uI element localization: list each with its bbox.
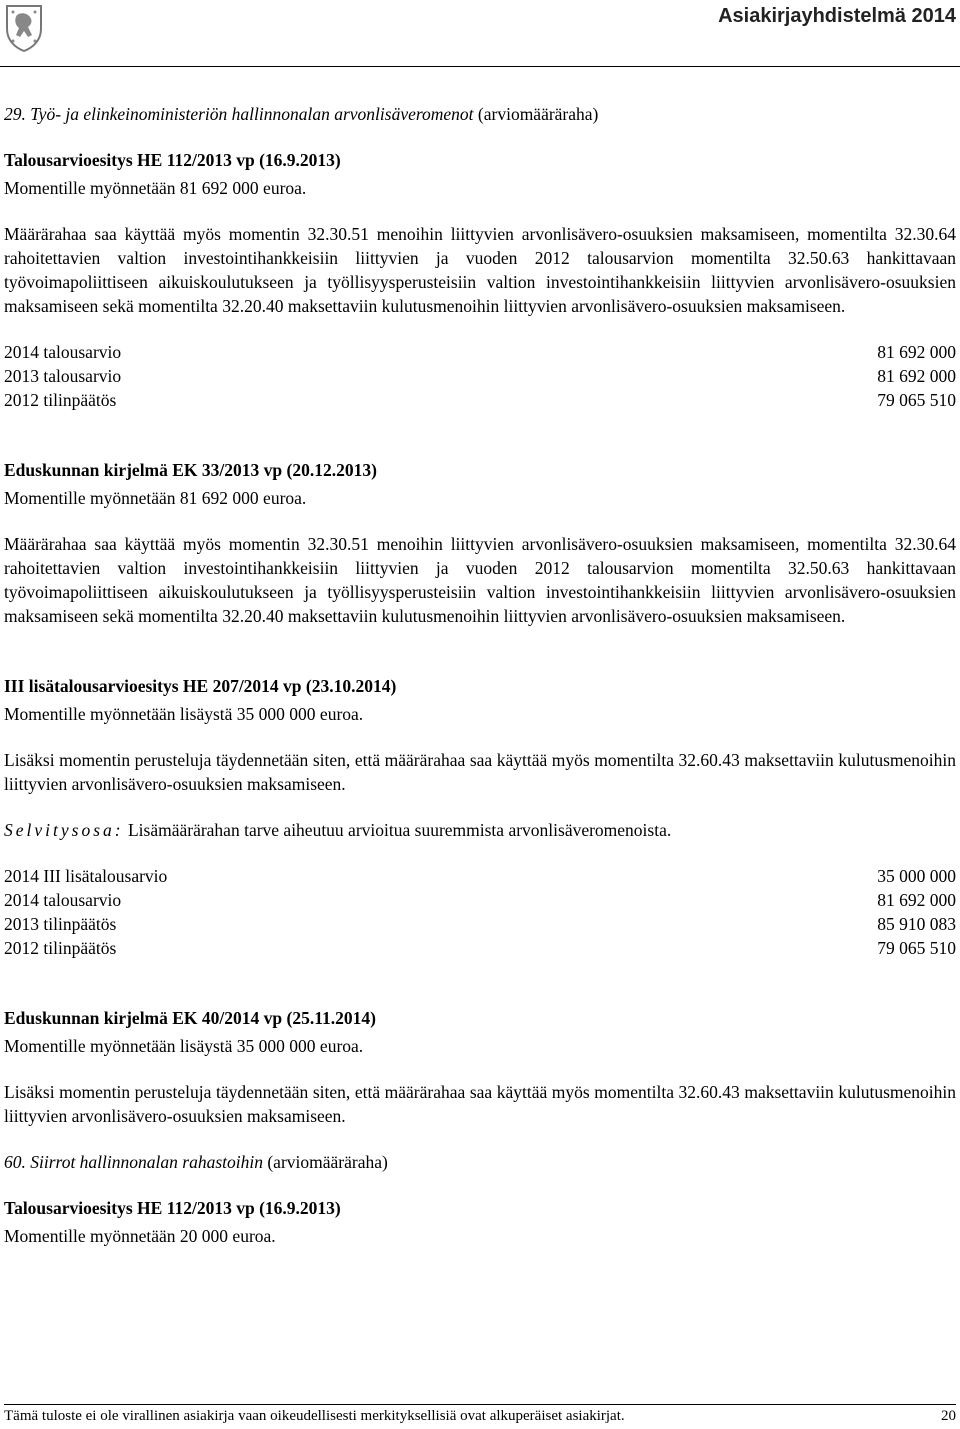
page-header — [0, 0, 960, 66]
grant-text: Momentille myönnetään lisäystä 35 000 000 euroa. — [4, 1036, 364, 1056]
grant-text: Momentille myönnetään 20 000 euroa. — [4, 1226, 276, 1246]
page-number: 20 — [941, 1408, 956, 1424]
figures-table — [4, 340, 956, 412]
item-60-title: 60. Siirrot hallinnonalan rahastoihin (arviomääräraha) — [4, 1152, 388, 1172]
figure-row: 2013 tilinpäätös 85 910 083 — [4, 914, 956, 934]
section-heading-lta3: III lisätalousarvioesitys HE 207/2014 vp (23.10.2014) — [4, 676, 397, 696]
explanation-label: Selvitysosa: — [4, 820, 124, 840]
coat-of-arms-icon — [4, 3, 44, 53]
grant-text: Momentille myönnetään lisäystä 35 000 000 euroa. — [4, 704, 364, 724]
usage-text: Määrärahaa saa käyttää myös momentin 32.30.51 menoihin liittyvien arvonlisävero-osuuksien maksamiseen, momentilta 32.30.64 rahoitettavien valtion investointihankkeisiin liittyvien ja vuoden 2012 talousarvion momentilta 32.50.63 hankittavaan työvoimapoliittiseen aikuiskoulutukseen ja työllisyysperusteisiin valtion investointihankkeisiin liittyvien arvonlisävero-osuuksien maksamiseen sekä momentilta 32.20.40 maksettaviin kulutusmenoihin liittyvien arvonlisävero-osuuksien maksamiseen. — [4, 534, 956, 626]
footer-note: Tämä tuloste ei ole virallinen asiakirja vaan oikeudellisesti merkityksellisiä ovat alkuperäiset asiakirjat. — [4, 1408, 625, 1424]
figure-row: 2014 III lisätalousarvio 35 000 000 — [4, 866, 956, 886]
section-heading-ta2014: Talousarvioesitys HE 112/2013 vp (16.9.2013) — [4, 150, 341, 170]
header-title: Asiakirjayhdistelmä 2014 — [718, 5, 956, 27]
item-29-title: 29. Työ- ja elinkeinoministeriön hallinnonalan arvonlisäveromenot (arviomääräraha) — [4, 104, 599, 124]
figures-table — [4, 864, 956, 960]
grant-text: Momentille myönnetään 81 692 000 euroa. — [4, 178, 307, 198]
extra-text: Lisäksi momentin perusteluja täydennetään siten, että määrärahaa saa käyttää myös momentilta 32.60.43 maksettaviin kulutusmenoihin liittyvien arvonlisävero-osuuksien maksamiseen. — [4, 750, 956, 794]
section-heading-ek33: Eduskunnan kirjelmä EK 33/2013 vp (20.12.2013) — [4, 460, 377, 480]
grant-text: Momentille myönnetään 81 692 000 euroa. — [4, 488, 307, 508]
usage-text: Määrärahaa saa käyttää myös momentin 32.30.51 menoihin liittyvien arvonlisävero-osuuksien maksamiseen, momentilta 32.30.64 rahoitettavien valtion investointihankkeisiin liittyvien ja vuoden 2012 talousarvion momentilta 32.50.63 hankittavaan työvoimapoliittiseen aikuiskoulutukseen ja työllisyysperusteisiin valtion investointihankkeisiin liittyvien arvonlisävero-osuuksien maksamiseen sekä momentilta 32.20.40 maksettaviin kulutusmenoihin liittyvien arvonlisävero-osuuksien maksamiseen. — [4, 224, 956, 316]
document-body — [4, 102, 956, 1248]
footer-divider — [4, 1404, 956, 1405]
section-heading-item60: Talousarvioesitys HE 112/2013 vp (16.9.2013) — [4, 1198, 341, 1218]
page-footer — [4, 1406, 956, 1426]
explanation: Selvitysosa: Lisämäärärahan tarve aiheutuu arvioitua suuremmista arvonlisäveromenoista. — [4, 820, 672, 840]
figure-row: 2012 tilinpäätös 79 065 510 — [4, 390, 956, 410]
figure-row: 2012 tilinpäätös 79 065 510 — [4, 938, 956, 958]
figure-row: 2013 talousarvio 81 692 000 — [4, 366, 956, 386]
figure-row: 2014 talousarvio 81 692 000 — [4, 890, 956, 910]
figure-row: 2014 talousarvio 81 692 000 — [4, 342, 956, 362]
header-divider — [0, 66, 960, 67]
extra-text: Lisäksi momentin perusteluja täydennetään siten, että määrärahaa saa käyttää myös momentilta 32.60.43 maksettaviin kulutusmenoihin liittyvien arvonlisävero-osuuksien maksamiseen. — [4, 1082, 956, 1126]
section-heading-ek40: Eduskunnan kirjelmä EK 40/2014 vp (25.11.2014) — [4, 1008, 376, 1028]
